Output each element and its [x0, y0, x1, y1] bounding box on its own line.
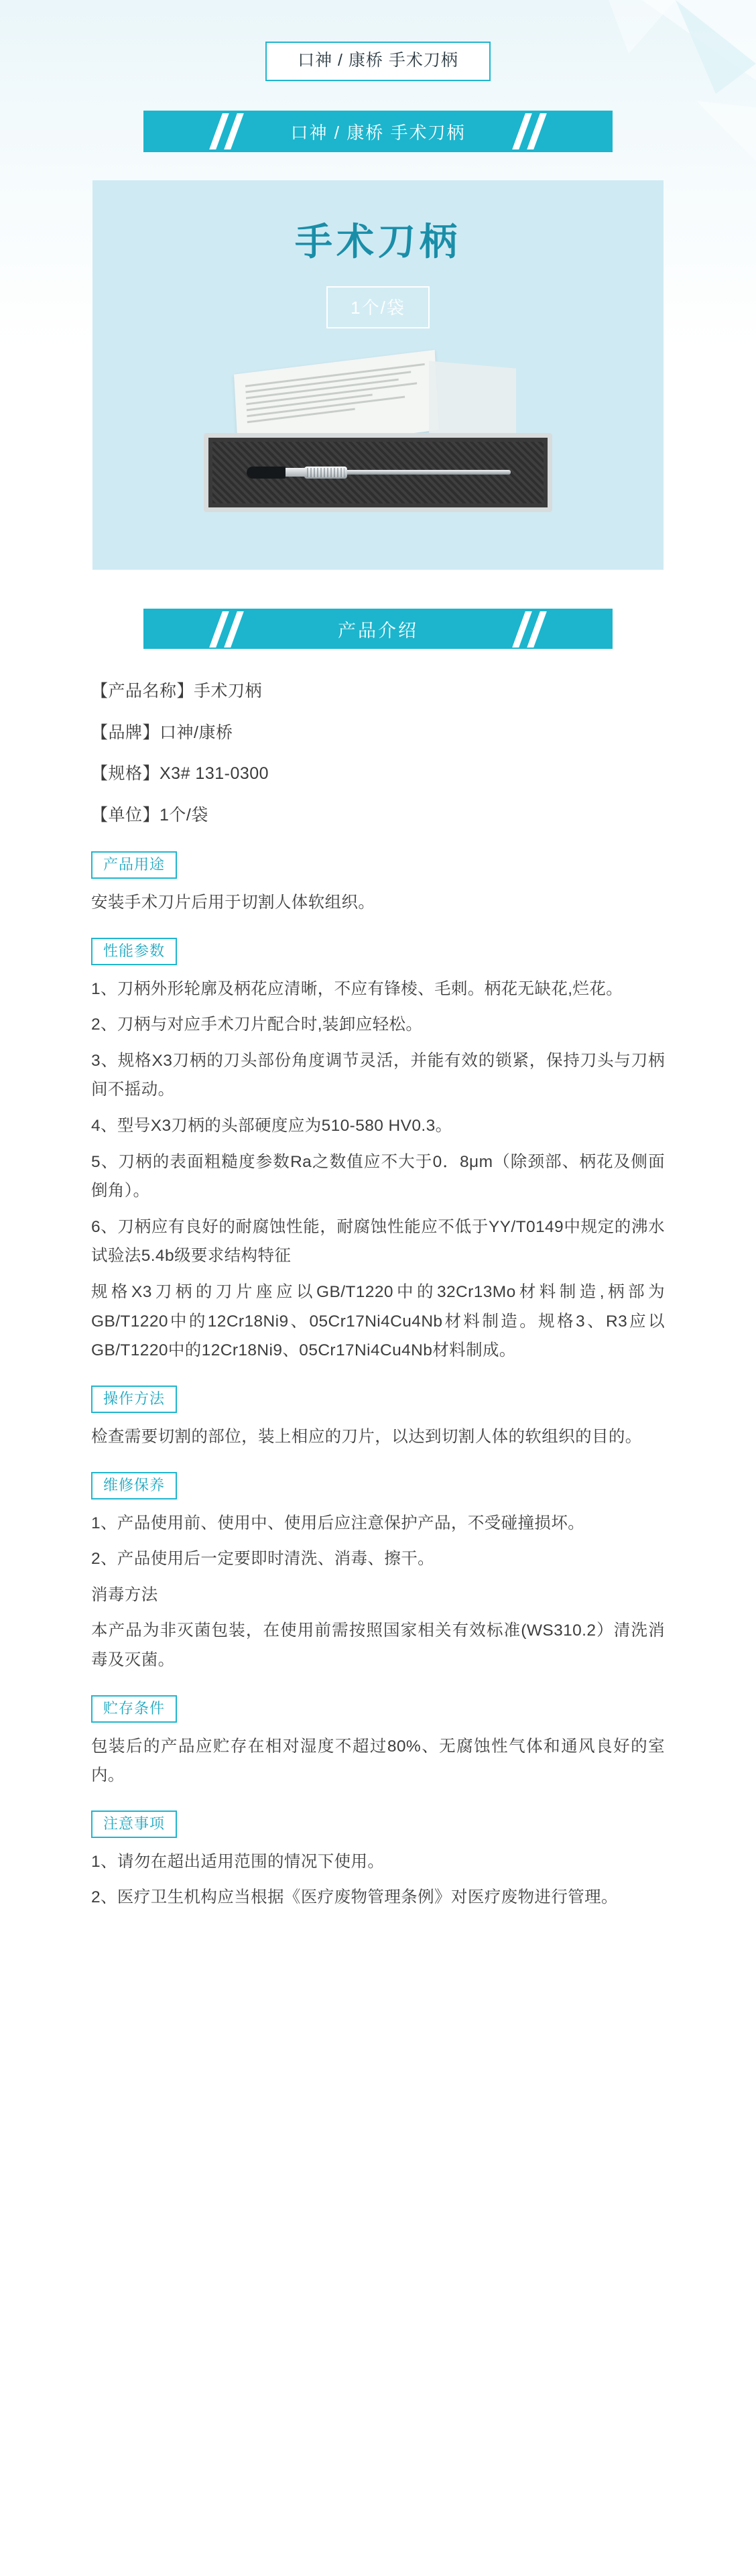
- section-label: 产品用途: [91, 851, 177, 879]
- paragraph: 2、产品使用后一定要即时清洗、消毒、擦干。: [91, 1550, 435, 1569]
- product-title-pill: 口神 / 康桥 手术刀柄: [265, 42, 491, 81]
- paragraph: 5、刀柄的表面粗糙度参数Ra之数值应不大于0．8μm（除颈部、柄花及侧面倒角）。: [91, 1152, 665, 1201]
- paragraph: 安装手术刀片后用于切割人体软组织。: [91, 894, 375, 912]
- hero-title: 手术刀柄: [295, 221, 461, 263]
- paragraph: 2、医疗卫生机构应当根据《医疗废物管理条例》对医疗废物进行管理。: [91, 1888, 618, 1907]
- header-banner: [143, 111, 613, 152]
- paragraph: 本产品为非灭菌包装，在使用前需按照国家相关有效标准(WS310.2）清洗消毒及灭菌。: [91, 1621, 665, 1669]
- paragraph: 包装后的产品应贮存在相对湿度不超过80%、无腐蚀性气体和通风良好的室内。: [91, 1737, 665, 1785]
- section-label: 操作方法: [91, 1386, 177, 1413]
- paragraph: 3、规格X3刀柄的刀头部份角度调节灵活，并能有效的锁紧，保持刀头与刀柄间不摇动。: [91, 1051, 665, 1099]
- paper-text-lines: [245, 363, 427, 423]
- paper-secondary-sheet: [429, 361, 516, 443]
- paragraph: 4、型号X3刀柄的头部硬度应为510-580 HV0.3。: [91, 1117, 452, 1136]
- header-banner-area: [0, 111, 756, 152]
- handle-blade-seat: [247, 467, 286, 479]
- header-banner-label: 口神 / 康桥 手术刀柄: [290, 122, 466, 143]
- section-label: 贮存条件: [91, 1695, 177, 1723]
- intro-banner-label: 产品介绍: [338, 620, 418, 641]
- bottom-spacer: [91, 1919, 665, 1959]
- section-operation: [91, 1386, 665, 1452]
- paragraph: 2、刀柄与对应手术刀片配合时,装卸应轻松。: [91, 1016, 423, 1034]
- paragraph: 1、请勿在超出适用范围的情况下使用。: [91, 1852, 385, 1871]
- section-storage: [91, 1695, 665, 1790]
- handle-rod: [343, 470, 511, 475]
- spec-row: 【产品名称】手术刀柄: [91, 682, 263, 700]
- paragraph: 6、刀柄应有良好的耐腐蚀性能，耐腐蚀性能应不低于YY/T0149中规定的沸水试验法5.4b级要求结构特征: [91, 1217, 665, 1266]
- section-maintenance: [91, 1472, 665, 1675]
- spec-row: 【规格】X3# 131-0300: [91, 764, 269, 783]
- spec-row: 【品牌】口神/康桥: [91, 723, 233, 742]
- content-body: [91, 649, 665, 1959]
- paragraph: 检查需要切割的部位，装上相应的刀片，以达到切割人体的软组织的目的。: [91, 1427, 642, 1446]
- product-photo: [164, 355, 592, 543]
- spec-row: 【单位】1个/袋: [91, 805, 208, 824]
- hero-unit-badge: 1个/袋: [326, 286, 430, 328]
- section-precautions: [91, 1811, 665, 1912]
- section-performance: [91, 938, 665, 1365]
- section-usage: [91, 851, 665, 918]
- paragraph: 1、刀柄外形轮廓及柄花应清晰，不应有锋棱、毛刺。柄花无缺花,烂花。: [91, 979, 623, 998]
- intro-banner: [143, 609, 613, 649]
- hero-card: [92, 180, 664, 570]
- section-label: 维修保养: [91, 1472, 177, 1499]
- paragraph: 消毒方法: [91, 1585, 158, 1604]
- section-label: 性能参数: [91, 938, 177, 965]
- section-label: 注意事项: [91, 1811, 177, 1838]
- scalpel-handle-icon: [243, 464, 511, 481]
- handle-grip: [304, 467, 347, 479]
- intro-banner-area: [0, 609, 756, 649]
- top-title-area: [0, 0, 756, 81]
- paragraph: 规格X3刀柄的刀片座应以GB/T1220中的32Cr13Mo材料制造,柄部为GB/T1220中的12Cr18Ni9、05Cr17Ni4Cu4Nb材料制造。规格3、R3应以GB/T1220中的12Cr18Ni9、05Cr17Ni4Cu4Nb材料制成。: [91, 1283, 665, 1360]
- paragraph: 1、产品使用前、使用中、使用后应注意保护产品，不受碰撞损坏。: [91, 1514, 585, 1532]
